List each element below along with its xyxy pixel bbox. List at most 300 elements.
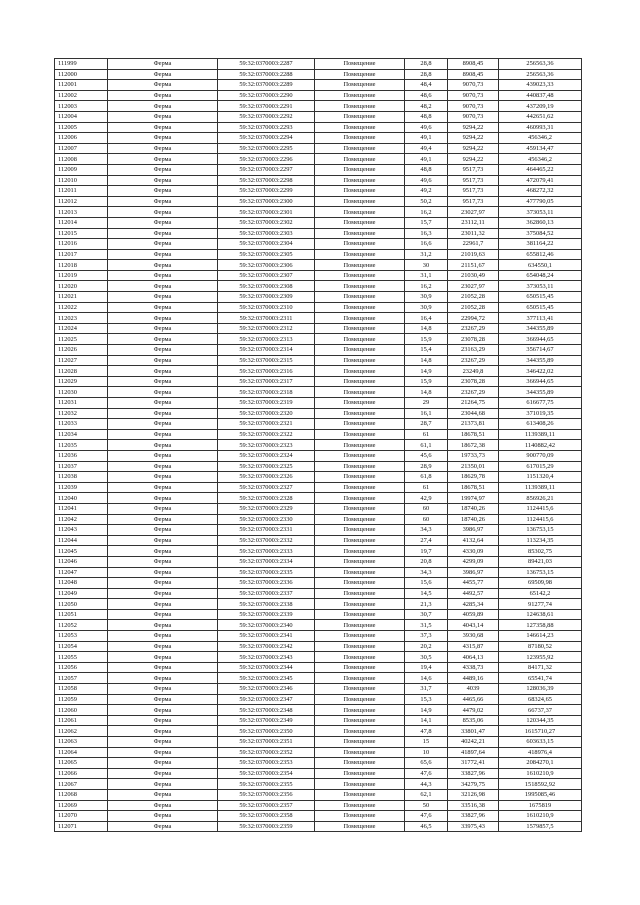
- table-row: [55, 270, 582, 281]
- area-cell: 47,6: [405, 768, 448, 779]
- object-name-cell: Ферма: [108, 313, 218, 324]
- object-name-cell: Ферма: [108, 270, 218, 281]
- area-cell: 14,5: [405, 588, 448, 599]
- specific-value-cell: 3986,97: [448, 567, 499, 578]
- area-cell: 49,1: [405, 154, 448, 165]
- area-cell: 16,2: [405, 281, 448, 292]
- cadastral-value-cell: 373053,11: [499, 281, 582, 292]
- object-type-cell: Помещение: [315, 239, 405, 250]
- row-number-cell: 112019: [55, 270, 108, 281]
- table-row: [55, 101, 582, 112]
- object-type-cell: Помещение: [315, 217, 405, 228]
- object-name-cell: Ферма: [108, 59, 218, 70]
- cadastral-number-cell: 59:32:0370003:2301: [218, 207, 315, 218]
- specific-value-cell: 23112,11: [448, 217, 499, 228]
- row-number-cell: 112016: [55, 239, 108, 250]
- object-name-cell: Ферма: [108, 408, 218, 419]
- table-row: [55, 302, 582, 313]
- object-type-cell: Помещение: [315, 143, 405, 154]
- specific-value-cell: 4465,66: [448, 694, 499, 705]
- row-number-cell: 112027: [55, 355, 108, 366]
- area-cell: 16,6: [405, 239, 448, 250]
- specific-value-cell: 4338,73: [448, 662, 499, 673]
- table-row: [55, 641, 582, 652]
- object-name-cell: Ферма: [108, 292, 218, 303]
- cadastral-number-cell: 59:32:0370003:2356: [218, 789, 315, 800]
- table-row: [55, 461, 582, 472]
- table-row: [55, 323, 582, 334]
- area-cell: 61: [405, 482, 448, 493]
- row-number-cell: 112058: [55, 684, 108, 695]
- area-cell: 15: [405, 737, 448, 748]
- object-name-cell: Ферма: [108, 652, 218, 663]
- object-name-cell: Ферма: [108, 461, 218, 472]
- object-type-cell: Помещение: [315, 652, 405, 663]
- cadastral-number-cell: 59:32:0370003:2350: [218, 726, 315, 737]
- cadastral-number-cell: 59:32:0370003:2300: [218, 196, 315, 207]
- specific-value-cell: 19974,97: [448, 493, 499, 504]
- object-name-cell: Ферма: [108, 217, 218, 228]
- cadastral-number-cell: 59:32:0370003:2309: [218, 292, 315, 303]
- cadastral-number-cell: 59:32:0370003:2330: [218, 514, 315, 525]
- area-cell: 19,7: [405, 546, 448, 557]
- cadastral-number-cell: 59:32:0370003:2287: [218, 59, 315, 70]
- object-type-cell: Помещение: [315, 662, 405, 673]
- table-row: [55, 514, 582, 525]
- object-type-cell: Помещение: [315, 800, 405, 811]
- object-type-cell: Помещение: [315, 186, 405, 197]
- area-cell: 48,4: [405, 80, 448, 91]
- object-type-cell: Помещение: [315, 567, 405, 578]
- area-cell: 30,9: [405, 292, 448, 303]
- object-name-cell: Ферма: [108, 419, 218, 430]
- row-number-cell: 112018: [55, 260, 108, 271]
- specific-value-cell: 9517,73: [448, 164, 499, 175]
- row-number-cell: 112029: [55, 376, 108, 387]
- object-type-cell: Помещение: [315, 270, 405, 281]
- object-name-cell: Ферма: [108, 196, 218, 207]
- cadastral-table: [54, 58, 582, 832]
- specific-value-cell: 8908,45: [448, 59, 499, 70]
- object-type-cell: Помещение: [315, 811, 405, 822]
- area-cell: 60: [405, 514, 448, 525]
- cadastral-number-cell: 59:32:0370003:2305: [218, 249, 315, 260]
- row-number-cell: 112046: [55, 556, 108, 567]
- table-row: [55, 588, 582, 599]
- cadastral-value-cell: 456346,2: [499, 154, 582, 165]
- specific-value-cell: 40242,21: [448, 737, 499, 748]
- specific-value-cell: 4330,09: [448, 546, 499, 557]
- area-cell: 10: [405, 747, 448, 758]
- object-name-cell: Ферма: [108, 715, 218, 726]
- table-row: [55, 705, 582, 716]
- specific-value-cell: 31772,41: [448, 758, 499, 769]
- cadastral-number-cell: 59:32:0370003:2290: [218, 90, 315, 101]
- specific-value-cell: 23078,28: [448, 334, 499, 345]
- row-number-cell: 112023: [55, 313, 108, 324]
- area-cell: 34,3: [405, 525, 448, 536]
- table-row: [55, 217, 582, 228]
- cadastral-number-cell: 59:32:0370003:2294: [218, 133, 315, 144]
- row-number-cell: 112050: [55, 599, 108, 610]
- cadastral-value-cell: 146614,23: [499, 631, 582, 642]
- row-number-cell: 112066: [55, 768, 108, 779]
- row-number-cell: 112062: [55, 726, 108, 737]
- cadastral-value-cell: 1615710,27: [499, 726, 582, 737]
- cadastral-value-cell: 654048,24: [499, 270, 582, 281]
- object-name-cell: Ферма: [108, 186, 218, 197]
- table-row: [55, 376, 582, 387]
- object-name-cell: Ферма: [108, 609, 218, 620]
- specific-value-cell: 9070,73: [448, 101, 499, 112]
- specific-value-cell: 18629,78: [448, 472, 499, 483]
- area-cell: 30,7: [405, 609, 448, 620]
- table-body: [55, 59, 582, 832]
- specific-value-cell: 18740,26: [448, 514, 499, 525]
- specific-value-cell: 23163,29: [448, 345, 499, 356]
- cadastral-number-cell: 59:32:0370003:2339: [218, 609, 315, 620]
- cadastral-value-cell: 900770,09: [499, 450, 582, 461]
- row-number-cell: 112068: [55, 789, 108, 800]
- cadastral-number-cell: 59:32:0370003:2324: [218, 450, 315, 461]
- cadastral-number-cell: 59:32:0370003:2326: [218, 472, 315, 483]
- specific-value-cell: 32126,98: [448, 789, 499, 800]
- cadastral-number-cell: 59:32:0370003:2291: [218, 101, 315, 112]
- cadastral-value-cell: 655812,46: [499, 249, 582, 260]
- object-name-cell: Ферма: [108, 546, 218, 557]
- cadastral-number-cell: 59:32:0370003:2357: [218, 800, 315, 811]
- cadastral-value-cell: 440837,48: [499, 90, 582, 101]
- cadastral-number-cell: 59:32:0370003:2334: [218, 556, 315, 567]
- object-name-cell: Ферма: [108, 599, 218, 610]
- cadastral-value-cell: 613408,26: [499, 419, 582, 430]
- specific-value-cell: 9070,73: [448, 80, 499, 91]
- cadastral-number-cell: 59:32:0370003:2325: [218, 461, 315, 472]
- cadastral-value-cell: 468272,32: [499, 186, 582, 197]
- row-number-cell: 112005: [55, 122, 108, 133]
- specific-value-cell: 23267,29: [448, 387, 499, 398]
- cadastral-value-cell: 477790,05: [499, 196, 582, 207]
- table-row: [55, 281, 582, 292]
- specific-value-cell: 18672,38: [448, 440, 499, 451]
- object-name-cell: Ферма: [108, 779, 218, 790]
- table-row: [55, 207, 582, 218]
- table-row: [55, 366, 582, 377]
- specific-value-cell: 23078,28: [448, 376, 499, 387]
- object-name-cell: Ферма: [108, 641, 218, 652]
- object-name-cell: Ферма: [108, 705, 218, 716]
- cadastral-value-cell: 1124415,6: [499, 514, 582, 525]
- object-name-cell: Ферма: [108, 281, 218, 292]
- cadastral-number-cell: 59:32:0370003:2359: [218, 821, 315, 832]
- area-cell: 48,8: [405, 111, 448, 122]
- area-cell: 29: [405, 398, 448, 409]
- object-type-cell: Помещение: [315, 493, 405, 504]
- object-type-cell: Помещение: [315, 313, 405, 324]
- specific-value-cell: 21373,81: [448, 419, 499, 430]
- area-cell: 27,4: [405, 535, 448, 546]
- cadastral-number-cell: 59:32:0370003:2348: [218, 705, 315, 716]
- cadastral-value-cell: 456346,2: [499, 133, 582, 144]
- specific-value-cell: 34279,75: [448, 779, 499, 790]
- area-cell: 14,6: [405, 673, 448, 684]
- cadastral-value-cell: 68324,65: [499, 694, 582, 705]
- object-name-cell: Ферма: [108, 122, 218, 133]
- cadastral-value-cell: 616677,75: [499, 398, 582, 409]
- cadastral-value-cell: 856926,21: [499, 493, 582, 504]
- table-row: [55, 599, 582, 610]
- row-number-cell: 112025: [55, 334, 108, 345]
- specific-value-cell: 4492,57: [448, 588, 499, 599]
- object-type-cell: Помещение: [315, 450, 405, 461]
- cadastral-number-cell: 59:32:0370003:2322: [218, 429, 315, 440]
- cadastral-number-cell: 59:32:0370003:2297: [218, 164, 315, 175]
- table-row: [55, 59, 582, 70]
- area-cell: 48,2: [405, 101, 448, 112]
- specific-value-cell: 4132,64: [448, 535, 499, 546]
- cadastral-value-cell: 344355,89: [499, 323, 582, 334]
- area-cell: 48,8: [405, 164, 448, 175]
- object-name-cell: Ферма: [108, 726, 218, 737]
- specific-value-cell: 23267,29: [448, 355, 499, 366]
- object-type-cell: Помещение: [315, 323, 405, 334]
- cadastral-value-cell: 373053,11: [499, 207, 582, 218]
- object-name-cell: Ферма: [108, 80, 218, 91]
- area-cell: 15,6: [405, 578, 448, 589]
- row-number-cell: 111999: [55, 59, 108, 70]
- cadastral-number-cell: 59:32:0370003:2342: [218, 641, 315, 652]
- cadastral-value-cell: 136753,15: [499, 525, 582, 536]
- row-number-cell: 112071: [55, 821, 108, 832]
- row-number-cell: 112006: [55, 133, 108, 144]
- cadastral-number-cell: 59:32:0370003:2317: [218, 376, 315, 387]
- object-type-cell: Помещение: [315, 758, 405, 769]
- object-name-cell: Ферма: [108, 535, 218, 546]
- row-number-cell: 112039: [55, 482, 108, 493]
- specific-value-cell: 22961,7: [448, 239, 499, 250]
- area-cell: 20,8: [405, 556, 448, 567]
- table-row: [55, 737, 582, 748]
- cadastral-number-cell: 59:32:0370003:2289: [218, 80, 315, 91]
- cadastral-number-cell: 59:32:0370003:2299: [218, 186, 315, 197]
- cadastral-value-cell: 124638,61: [499, 609, 582, 620]
- object-name-cell: Ферма: [108, 673, 218, 684]
- specific-value-cell: 3986,97: [448, 525, 499, 536]
- object-type-cell: Помещение: [315, 419, 405, 430]
- row-number-cell: 112022: [55, 302, 108, 313]
- area-cell: 49,1: [405, 133, 448, 144]
- table-row: [55, 779, 582, 790]
- cadastral-value-cell: 1140882,42: [499, 440, 582, 451]
- cadastral-value-cell: 91277,74: [499, 599, 582, 610]
- table-row: [55, 631, 582, 642]
- cadastral-number-cell: 59:32:0370003:2351: [218, 737, 315, 748]
- object-name-cell: Ферма: [108, 620, 218, 631]
- area-cell: 49,2: [405, 186, 448, 197]
- cadastral-value-cell: 617015,29: [499, 461, 582, 472]
- area-cell: 30: [405, 260, 448, 271]
- object-type-cell: Помещение: [315, 684, 405, 695]
- cadastral-number-cell: 59:32:0370003:2318: [218, 387, 315, 398]
- area-cell: 19,4: [405, 662, 448, 673]
- object-type-cell: Помещение: [315, 376, 405, 387]
- table-row: [55, 609, 582, 620]
- object-name-cell: Ферма: [108, 69, 218, 80]
- row-number-cell: 112069: [55, 800, 108, 811]
- specific-value-cell: 21019,63: [448, 249, 499, 260]
- object-type-cell: Помещение: [315, 260, 405, 271]
- object-type-cell: Помещение: [315, 334, 405, 345]
- table-row: [55, 578, 582, 589]
- row-number-cell: 112008: [55, 154, 108, 165]
- row-number-cell: 112033: [55, 419, 108, 430]
- table-row: [55, 673, 582, 684]
- cadastral-value-cell: 123955,92: [499, 652, 582, 663]
- cadastral-number-cell: 59:32:0370003:2306: [218, 260, 315, 271]
- area-cell: 47,8: [405, 726, 448, 737]
- cadastral-number-cell: 59:32:0370003:2293: [218, 122, 315, 133]
- cadastral-number-cell: 59:32:0370003:2302: [218, 217, 315, 228]
- cadastral-number-cell: 59:32:0370003:2313: [218, 334, 315, 345]
- cadastral-number-cell: 59:32:0370003:2323: [218, 440, 315, 451]
- cadastral-number-cell: 59:32:0370003:2333: [218, 546, 315, 557]
- specific-value-cell: 8908,45: [448, 69, 499, 80]
- row-number-cell: 112065: [55, 758, 108, 769]
- row-number-cell: 112026: [55, 345, 108, 356]
- specific-value-cell: 9517,73: [448, 196, 499, 207]
- specific-value-cell: 33516,38: [448, 800, 499, 811]
- specific-value-cell: 9070,73: [448, 111, 499, 122]
- area-cell: 14,8: [405, 323, 448, 334]
- table-row: [55, 69, 582, 80]
- table-row: [55, 408, 582, 419]
- table-row: [55, 726, 582, 737]
- row-number-cell: 112028: [55, 366, 108, 377]
- specific-value-cell: 4479,02: [448, 705, 499, 716]
- specific-value-cell: 33827,96: [448, 768, 499, 779]
- object-type-cell: Помещение: [315, 196, 405, 207]
- object-name-cell: Ферма: [108, 821, 218, 832]
- area-cell: 44,3: [405, 779, 448, 790]
- object-type-cell: Помещение: [315, 503, 405, 514]
- row-number-cell: 112063: [55, 737, 108, 748]
- object-type-cell: Помещение: [315, 111, 405, 122]
- object-name-cell: Ферма: [108, 440, 218, 451]
- object-name-cell: Ферма: [108, 578, 218, 589]
- row-number-cell: 112038: [55, 472, 108, 483]
- object-name-cell: Ферма: [108, 164, 218, 175]
- row-number-cell: 112013: [55, 207, 108, 218]
- object-type-cell: Помещение: [315, 535, 405, 546]
- specific-value-cell: 21151,67: [448, 260, 499, 271]
- table-row: [55, 715, 582, 726]
- object-type-cell: Помещение: [315, 694, 405, 705]
- object-type-cell: Помещение: [315, 609, 405, 620]
- object-type-cell: Помещение: [315, 440, 405, 451]
- object-type-cell: Помещение: [315, 768, 405, 779]
- specific-value-cell: 21264,75: [448, 398, 499, 409]
- area-cell: 15,3: [405, 694, 448, 705]
- object-type-cell: Помещение: [315, 101, 405, 112]
- row-number-cell: 112059: [55, 694, 108, 705]
- row-number-cell: 112061: [55, 715, 108, 726]
- object-name-cell: Ферма: [108, 694, 218, 705]
- row-number-cell: 112057: [55, 673, 108, 684]
- area-cell: 14,9: [405, 705, 448, 716]
- cadastral-value-cell: 87180,52: [499, 641, 582, 652]
- cadastral-number-cell: 59:32:0370003:2338: [218, 599, 315, 610]
- object-type-cell: Помещение: [315, 69, 405, 80]
- cadastral-value-cell: 89421,03: [499, 556, 582, 567]
- object-type-cell: Помещение: [315, 249, 405, 260]
- object-type-cell: Помещение: [315, 715, 405, 726]
- row-number-cell: 112070: [55, 811, 108, 822]
- object-type-cell: Помещение: [315, 789, 405, 800]
- object-type-cell: Помещение: [315, 175, 405, 186]
- area-cell: 31,2: [405, 249, 448, 260]
- object-name-cell: Ферма: [108, 503, 218, 514]
- cadastral-value-cell: 371019,35: [499, 408, 582, 419]
- cadastral-number-cell: 59:32:0370003:2292: [218, 111, 315, 122]
- table-row: [55, 747, 582, 758]
- table-row: [55, 525, 582, 536]
- area-cell: 14,1: [405, 715, 448, 726]
- cadastral-number-cell: 59:32:0370003:2298: [218, 175, 315, 186]
- object-name-cell: Ферма: [108, 154, 218, 165]
- table-row: [55, 164, 582, 175]
- table-row: [55, 228, 582, 239]
- object-type-cell: Помещение: [315, 588, 405, 599]
- cadastral-value-cell: 85302,75: [499, 546, 582, 557]
- area-cell: 46,5: [405, 821, 448, 832]
- cadastral-number-cell: 59:32:0370003:2321: [218, 419, 315, 430]
- table-row: [55, 503, 582, 514]
- area-cell: 14,8: [405, 355, 448, 366]
- cadastral-value-cell: 650515,45: [499, 292, 582, 303]
- table-row: [55, 662, 582, 673]
- cadastral-number-cell: 59:32:0370003:2312: [218, 323, 315, 334]
- object-name-cell: Ферма: [108, 175, 218, 186]
- area-cell: 16,2: [405, 207, 448, 218]
- object-type-cell: Помещение: [315, 546, 405, 557]
- object-name-cell: Ферма: [108, 366, 218, 377]
- row-number-cell: 112054: [55, 641, 108, 652]
- table-row: [55, 472, 582, 483]
- object-type-cell: Помещение: [315, 556, 405, 567]
- table-row: [55, 567, 582, 578]
- cadastral-number-cell: 59:32:0370003:2320: [218, 408, 315, 419]
- cadastral-value-cell: 344355,89: [499, 387, 582, 398]
- specific-value-cell: 21052,28: [448, 302, 499, 313]
- row-number-cell: 112010: [55, 175, 108, 186]
- specific-value-cell: 4315,87: [448, 641, 499, 652]
- object-type-cell: Помещение: [315, 631, 405, 642]
- area-cell: 31,5: [405, 620, 448, 631]
- object-type-cell: Помещение: [315, 578, 405, 589]
- object-type-cell: Помещение: [315, 641, 405, 652]
- table-row: [55, 239, 582, 250]
- cadastral-number-cell: 59:32:0370003:2349: [218, 715, 315, 726]
- area-cell: 42,9: [405, 493, 448, 504]
- table-row: [55, 800, 582, 811]
- object-type-cell: Помещение: [315, 387, 405, 398]
- object-name-cell: Ферма: [108, 429, 218, 440]
- cadastral-number-cell: 59:32:0370003:2308: [218, 281, 315, 292]
- object-type-cell: Помещение: [315, 133, 405, 144]
- object-type-cell: Помещение: [315, 164, 405, 175]
- table-row: [55, 768, 582, 779]
- row-number-cell: 112047: [55, 567, 108, 578]
